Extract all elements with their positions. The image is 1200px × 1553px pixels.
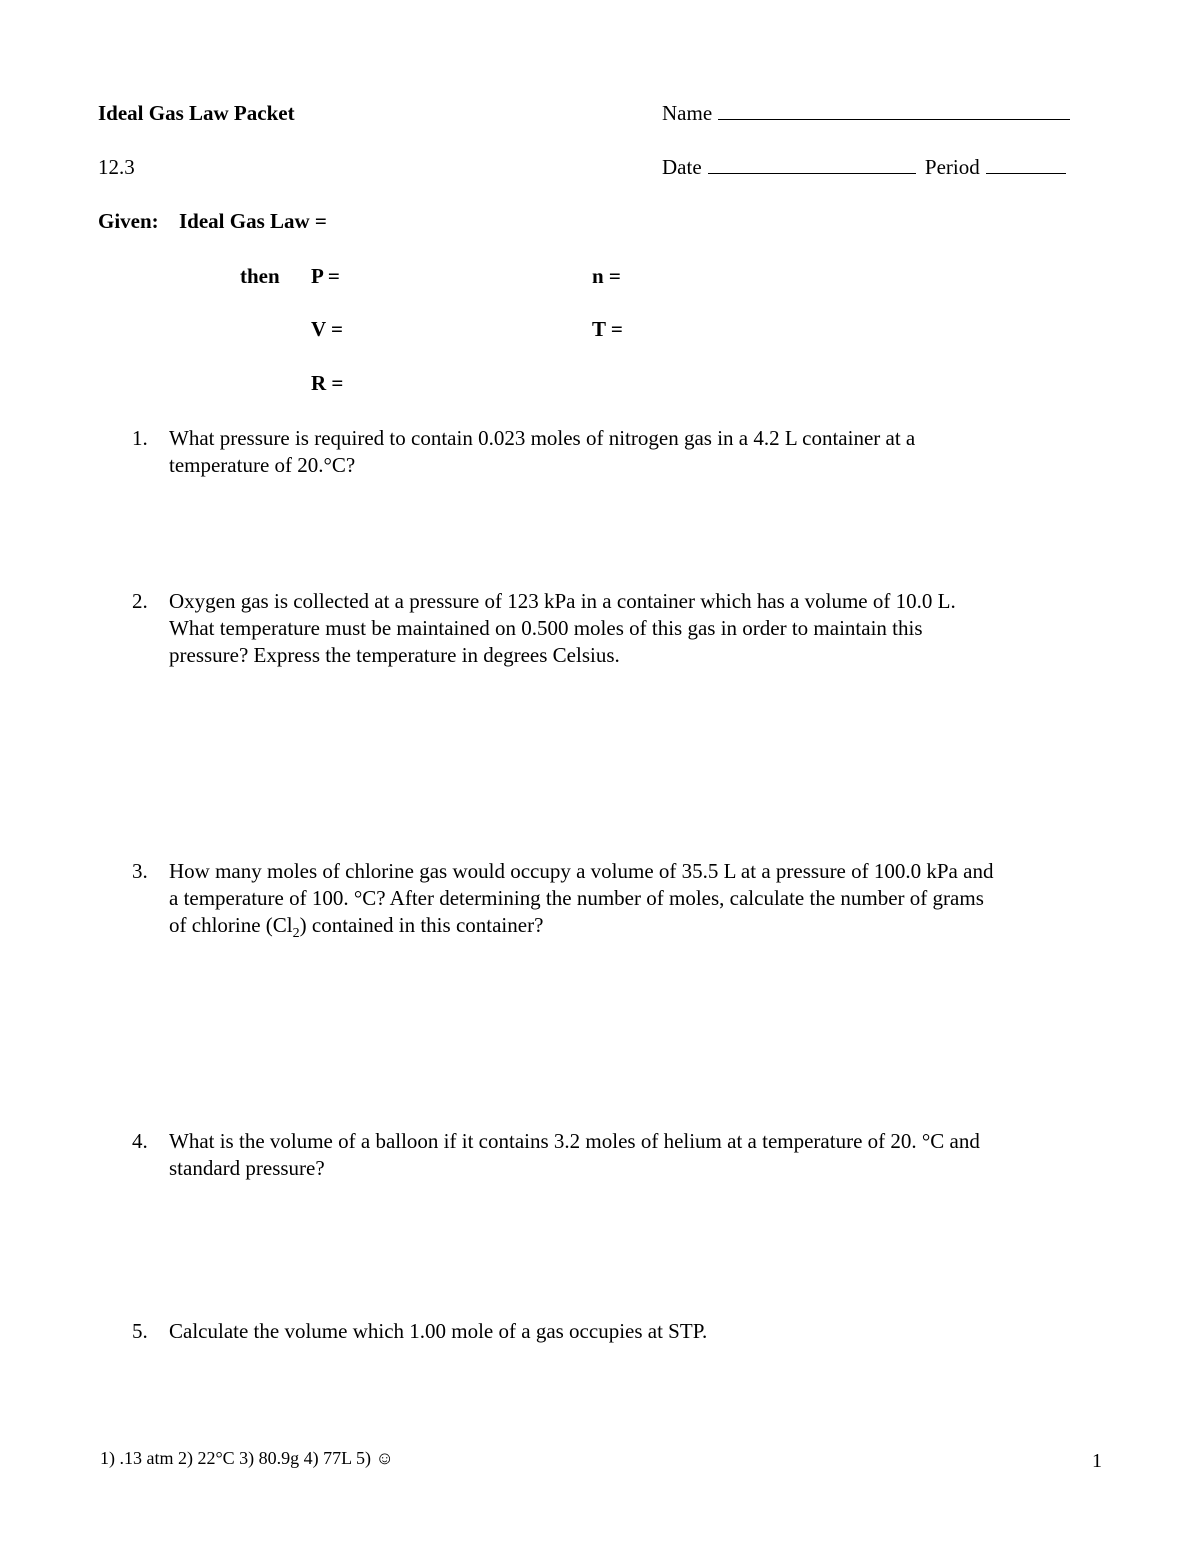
t-formula-label: T = bbox=[592, 317, 623, 341]
question-line: standard pressure? bbox=[169, 1156, 325, 1180]
question-number: 2. bbox=[132, 589, 148, 613]
section-number: 12.3 bbox=[98, 155, 135, 179]
question-line: How many moles of chlorine gas would occupy a volume of 35.5 L at a pressure of 100.0 kPa and bbox=[169, 859, 994, 883]
period-blank-line[interactable] bbox=[986, 155, 1066, 174]
question-text bbox=[169, 425, 1099, 479]
n-formula-label: n = bbox=[592, 264, 621, 288]
question-line: Calculate the volume which 1.00 mole of a gas occupies at STP. bbox=[169, 1319, 708, 1343]
question-line-part: of chlorine (Cl bbox=[169, 913, 293, 937]
name-field bbox=[662, 100, 1070, 127]
chlorine-subscript: 2 bbox=[292, 926, 300, 942]
answer-key: 1) .13 atm 2) 22°C 3) 80.9g 4) 77L 5) ☺ bbox=[100, 1448, 394, 1468]
name-label: Name bbox=[662, 101, 713, 125]
date-blank-line[interactable] bbox=[708, 155, 916, 174]
question-line: pressure? Express the temperature in degrees Celsius. bbox=[169, 643, 620, 667]
question-text bbox=[169, 588, 1099, 669]
question-number: 1. bbox=[132, 426, 148, 450]
page-title: Ideal Gas Law Packet bbox=[98, 101, 295, 125]
ideal-gas-law-label: Ideal Gas Law = bbox=[179, 209, 327, 233]
name-blank-line[interactable] bbox=[718, 101, 1070, 120]
question-number: 3. bbox=[132, 859, 148, 883]
r-formula-label: R = bbox=[311, 371, 344, 395]
question-line: a temperature of 100. °C? After determining the number of moles, calculate the number of grams bbox=[169, 886, 984, 910]
question-line: Oxygen gas is collected at a pressure of 123 kPa in a container which has a volume of 10.0 L. bbox=[169, 589, 956, 613]
then-label: then bbox=[240, 264, 280, 288]
question-text bbox=[169, 1128, 1099, 1182]
question-line bbox=[169, 912, 1099, 947]
question-text bbox=[169, 1318, 1099, 1345]
p-formula-label: P = bbox=[311, 264, 340, 288]
given-label: Given: bbox=[98, 209, 159, 233]
date-period-field bbox=[662, 154, 1066, 181]
question-text bbox=[169, 858, 1099, 947]
question-line: temperature of 20.°C? bbox=[169, 453, 356, 477]
question-number: 5. bbox=[132, 1319, 148, 1343]
question-line-part: ) contained in this container? bbox=[299, 913, 544, 937]
question-line: What temperature must be maintained on 0.500 moles of this gas in order to maintain this bbox=[169, 616, 923, 640]
question-line: What pressure is required to contain 0.023 moles of nitrogen gas in a 4.2 L container at a bbox=[169, 426, 916, 450]
question-line: What is the volume of a balloon if it contains 3.2 moles of helium at a temperature of 20. °C and bbox=[169, 1129, 980, 1153]
question-number: 4. bbox=[132, 1129, 148, 1153]
date-label: Date bbox=[662, 155, 702, 179]
v-formula-label: V = bbox=[311, 317, 344, 341]
page-number: 1 bbox=[1092, 1450, 1102, 1472]
period-label: Period bbox=[924, 155, 980, 179]
